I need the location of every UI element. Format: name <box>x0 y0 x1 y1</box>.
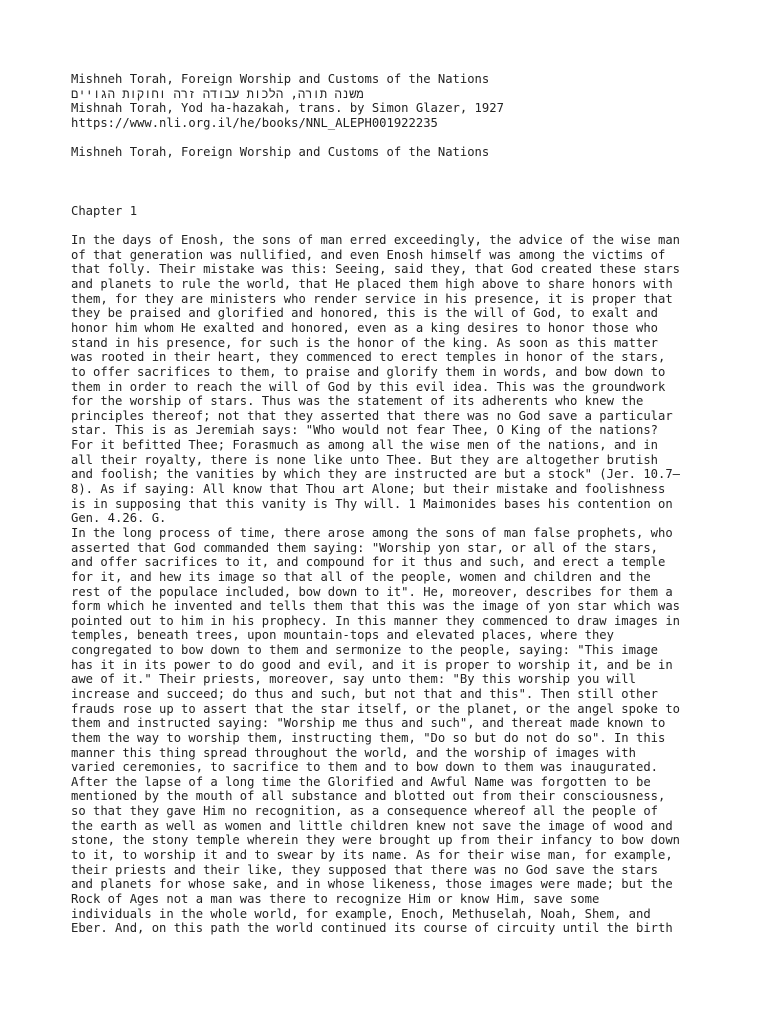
paragraph-line: In the long process of time, there arose among the sons of man false prophets, who <box>71 525 673 540</box>
paragraph-line: has it in its power to do good and evil, and it is proper to worship it, and be in <box>71 657 673 672</box>
paragraph-line: temples, beneath trees, upon mountain-tops and elevated places, where they <box>71 628 614 643</box>
chapter-heading: Chapter 1 <box>71 203 138 218</box>
paragraph-line: asserted that God commanded them saying: "Worship yon star, or all of the stars, <box>71 540 658 555</box>
body-text <box>71 233 761 936</box>
title-english: Mishneh Torah, Foreign Worship and Customs of the Nations <box>71 72 490 86</box>
paragraph-line: star. This is as Jeremiah says: "Who would not fear Thee, O King of the nations? <box>71 423 658 438</box>
spacer <box>71 131 761 146</box>
paragraph-line: For it befitted Thee; Forasmuch as among all the wise men of the nations, and in <box>71 438 658 453</box>
paragraph-line: them and instructed saying: "Worship me thus and such", and thereat made known to <box>71 716 666 731</box>
spacer <box>71 160 761 204</box>
paragraph-line: and planets to rule the world, that He placed them high above to share honors with <box>71 277 673 292</box>
paragraph-line: individuals in the whole world, for example, Enoch, Methuselah, Noah, Shem, and <box>71 906 651 921</box>
paragraph-line: congregated to bow down to them and sermonize to the people, saying: "This image <box>71 643 658 658</box>
paragraph-line: manner this thing spread throughout the world, and the worship of images with <box>71 745 636 760</box>
paragraph-line: and planets for whose sake, and in whose likeness, those images were made; but the <box>71 877 673 892</box>
paragraph-line: them, for they are ministers who render service in his presence, it is proper that <box>71 291 673 306</box>
paragraph-line: the earth as well as women and little children knew not save the image of wood and <box>71 818 673 833</box>
paragraph-line: was rooted in their heart, they commenced to erect temples in honor of the stars, <box>71 350 666 365</box>
paragraph-line: 8). As if saying: All know that Thou art Alone; but their mistake and foolishness <box>71 482 666 497</box>
paragraph-line: and offer sacrifices to it, and compound for it thus and such, and erect a temple <box>71 555 666 570</box>
document-subtitle: Mishneh Torah, Foreign Worship and Customs of the Nations <box>71 145 490 160</box>
paragraph-line: mentioned by the mouth of all substance and blotted out from their consciousness, <box>71 789 666 804</box>
paragraph-line: of that generation was nullified, and even Enosh himself was among the victims of <box>71 247 666 262</box>
paragraph-line: and foolish; the vanities by which they are instructed are but a stock" (Jer. 10.7– <box>71 467 681 482</box>
paragraph-line: honor him whom He exalted and honored, even as a king desires to honor those who <box>71 320 658 335</box>
paragraph-line: varied ceremonies, to sacrifice to them and to bow down to them was inaugurated. <box>71 760 658 775</box>
paragraph-line: them in order to reach the will of God by this evil idea. This was the groundwork <box>71 379 666 394</box>
paragraph-line: that folly. Their mistake was this: Seeing, said they, that God created these stars <box>71 262 681 277</box>
paragraph <box>71 526 761 936</box>
paragraph-line: Gen. 4.26. G. <box>71 511 167 526</box>
paragraph-line: to it, to worship it and to swear by its name. As for their wise man, for example, <box>71 848 673 863</box>
paragraph-line: stone, the stony temple wherein they were brought up from their infancy to bow down <box>71 833 681 848</box>
paragraph-line: all their royalty, there is none like unto Thee. But they are altogether brutish <box>71 452 658 467</box>
source-url: https://www.nli.org.il/he/books/NNL_ALEPH001922235 <box>71 115 438 130</box>
paragraph-line: Eber. And, on this path the world continued its course of circuity until the birth <box>71 921 673 936</box>
paragraph-line: principles thereof; not that they asserted that there was no God save a particular <box>71 408 673 423</box>
paragraph-line: pointed out to him in his prophecy. In this manner they commenced to draw images in <box>71 613 681 628</box>
paragraph-line: they be praised and glorified and honored, this is the will of God, to exalt and <box>71 306 658 321</box>
paragraph-line: increase and succeed; do thus and such, but not that and this". Then still other <box>71 686 658 701</box>
paragraph-line: awe of it." Their priests, moreover, say unto them: "By this worship you will <box>71 672 636 687</box>
paragraph-line: rest of the populace included, bow down to it". He, moreover, describes for them a <box>71 584 673 599</box>
paragraph-line: for it, and hew its image so that all of the people, women and children and the <box>71 569 651 584</box>
paragraph-line: so that they gave Him no recognition, as a consequence whereof all the people of <box>71 804 658 819</box>
edition-info: Mishnah Torah, Yod ha-hazakah, trans. by Simon Glazer, 1927 <box>71 101 504 116</box>
paragraph-line: for the worship of stars. Thus was the statement of its adherents who knew the <box>71 394 644 409</box>
paragraph-line: to offer sacrifices to them, to praise and glorify them in words, and bow down to <box>71 364 666 379</box>
paragraph <box>71 233 761 526</box>
paragraph-line: After the lapse of a long time the Glorified and Awful Name was forgotten to be <box>71 774 651 789</box>
paragraph-line: frauds rose up to assert that the star itself, or the planet, or the angel spoke to <box>71 701 681 716</box>
paragraph-line: stand in his presence, for such is the honor of the king. As soon as this matter <box>71 335 658 350</box>
spacer <box>71 218 761 233</box>
paragraph-line: their priests and their like, they supposed that there was no God save the stars <box>71 862 658 877</box>
paragraph-line: them the way to worship them, instructing them, "Do so but do not do so". In this <box>71 730 666 745</box>
title-hebrew: משנה תורה, הלכות עבודה זרה וחוקות הגויים <box>71 86 364 101</box>
paragraph-line: In the days of Enosh, the sons of man erred exceedingly, the advice of the wise man <box>71 233 681 248</box>
paragraph-line: Rock of Ages not a man was there to recognize Him or know Him, save some <box>71 891 600 906</box>
document-header <box>71 72 761 131</box>
document-page <box>71 72 761 936</box>
paragraph-line: form which he invented and tells them that this was the image of yon star which was <box>71 599 681 614</box>
paragraph-line: is in supposing that this vanity is Thy will. 1 Maimonides bases his contention on <box>71 496 673 511</box>
